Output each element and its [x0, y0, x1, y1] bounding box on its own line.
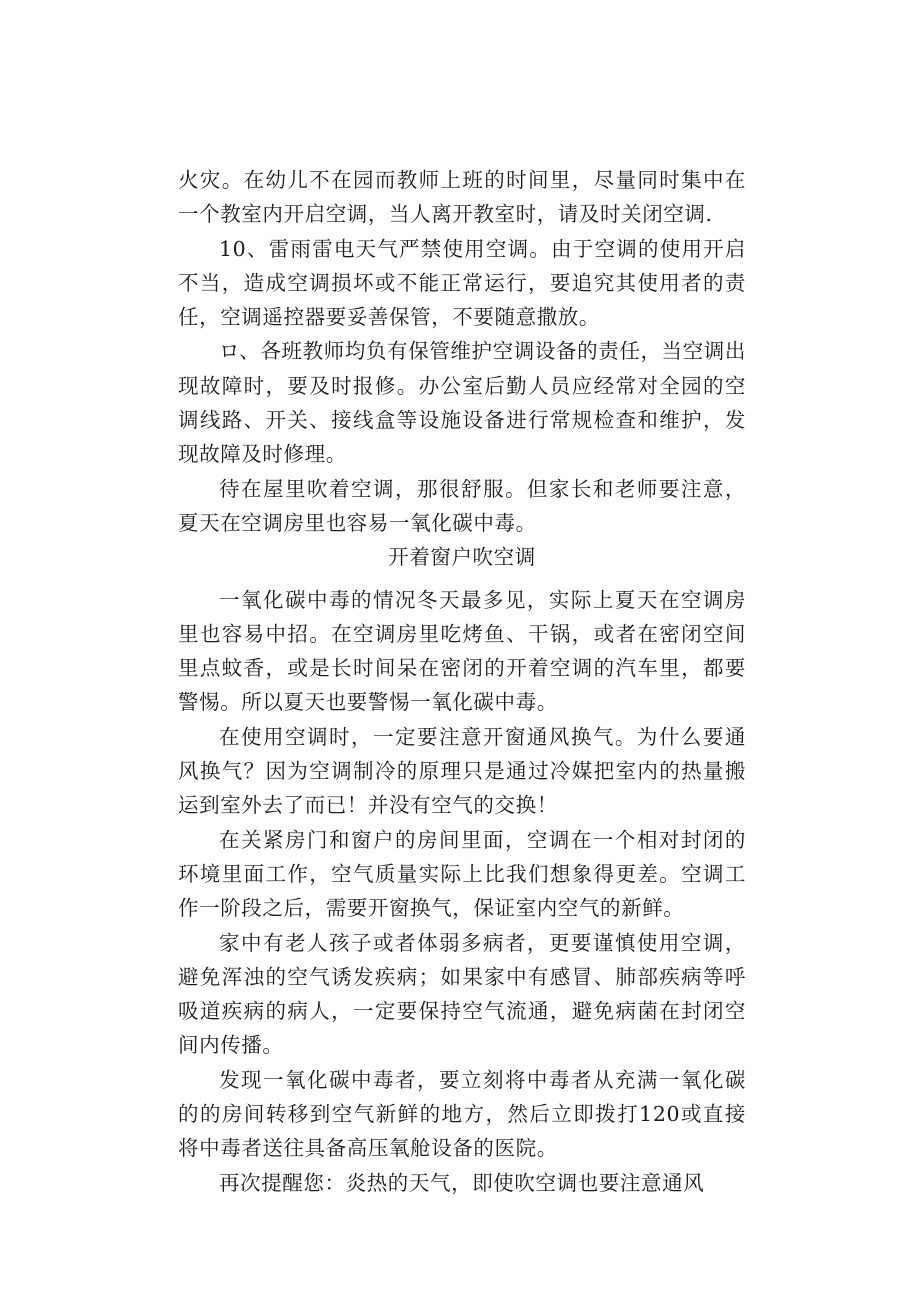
- paragraph-5: 一氧化碳中毒的情况冬天最多见，实际上夏天在空调房里也容易中招。在空调房里吃烤鱼、干锅，或者在密闭空间里点蚊香，或是长时间呆在密闭的开着空调的汽车里，都要警惕。所以夏天也要警惕一氧化碳中毒。: [178, 587, 746, 715]
- document-body: [178, 163, 746, 1200]
- paragraph-9: 发现一氧化碳中毒者，要立刻将中毒者从充满一氧化碳的的房间转移到空气新鲜的地方，然后立即拨打120或直接将中毒者送往具备高压氧舱设备的医院。: [178, 1067, 746, 1161]
- paragraph-10: 再次提醒您：炎热的天气，即使吹空调也要注意通风: [219, 1170, 705, 1195]
- paragraph-3: ロ、各班教师均负有保管维护空调设备的责任，当空调出现故障时，要及时报修。办公室后勤人员应经常对全园的空调线路、开关、接线盒等设施设备进行常规检查和维护，发现故障及时修理。: [178, 339, 746, 467]
- paragraph-7: 在关紧房门和窗户的房间里面，空调在一个相对封闭的环境里面工作，空气质量实际上比我们想象得更差。空调工作一阶段之后，需要开窗换气，保证室内空气的新鲜。: [178, 827, 746, 921]
- paragraph-2: 10、雷雨雷电天气严禁使用空调。由于空调的使用开启不当，造成空调损坏或不能正常运行，要追究其使用者的责任，空调遥控器要妥善保管，不要随意撒放。: [178, 236, 746, 330]
- paragraph-6: 在使用空调时，一定要注意开窗通风换气。为什么要通风换气？因为空调制冷的原理只是通过冷媒把室内的热量搬运到室外去了而已！并没有空气的交换！: [178, 724, 746, 818]
- paragraph-4: 待在屋里吹着空调，那很舒服。但家长和老师要注意，夏天在空调房里也容易一氧化碳中毒。: [178, 476, 746, 535]
- paragraph-1: 火灾。在幼儿不在园而教师上班的时间里，尽量同时集中在一个教室内开启空调，当人离开教室时，请及时关闭空调.: [178, 168, 746, 227]
- paragraph-8: 家中有老人孩子或者体弱多病者，更要谨慎使用空调，避免浑浊的空气诱发疾病；如果家中有感冒、肺部疾病等呼吸道疾病的病人，一定要保持空气流通，避免病菌在封闭空间内传播。: [178, 930, 746, 1058]
- section-heading: 开着窗户吹空调: [388, 545, 536, 570]
